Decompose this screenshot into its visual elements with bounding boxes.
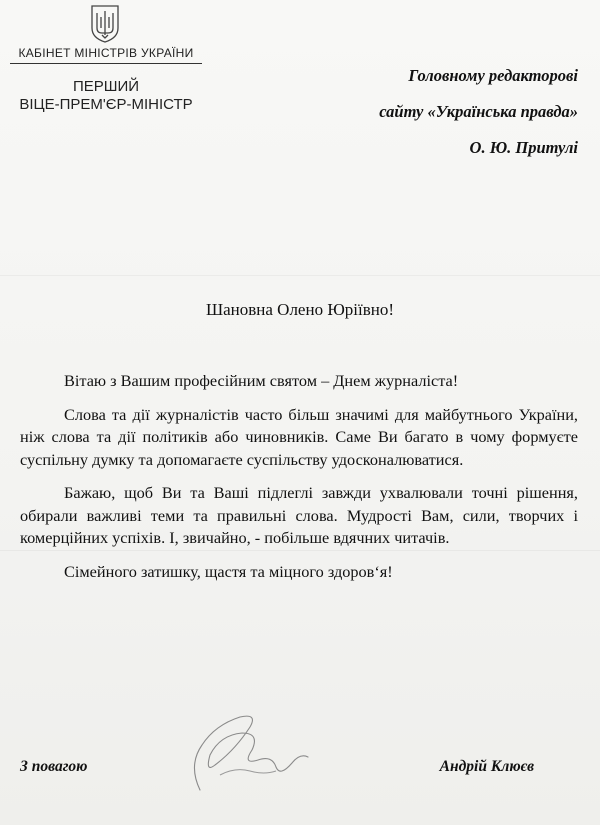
position-title-line2: ВІЦЕ-ПРЕМ'ЄР-МІНІСТР [19, 96, 193, 113]
paper-fold-line [0, 275, 600, 276]
addressee-block [288, 58, 578, 166]
letter-body [20, 370, 578, 594]
letterhead [10, 46, 202, 113]
addressee-line: сайту «Українська правда» [379, 102, 578, 121]
position-title-line1: ПЕРШИЙ [72, 78, 140, 95]
body-paragraph: Слова та дії журналістів часто більш значимі для майбутнього України, ніж слова та дії політиків або чиновників. Саме Ви багато в чому формуєте суспільну думку та допомагаєте суспільству удосконалюватися. [20, 404, 578, 469]
handwritten-signature-icon [180, 705, 320, 800]
tryzub-coat-of-arms-icon [90, 4, 120, 44]
salutation: Шановна Олено Юріївно! [205, 300, 395, 319]
body-paragraph: Бажаю, щоб Ви та Ваші підлеглі завжди ухвалювали точні рішення, обирали важливі теми та правильні слова. Мудрості Вам, сили, творчих і комерційних успіхів. І, звичайно, - побільше вдячних читачів. [20, 483, 578, 547]
addressee-line: Головному редакторові [408, 66, 578, 85]
organization-name: КАБІНЕТ МІНІСТРІВ УКРАЇНИ [10, 46, 202, 64]
body-paragraph: Сімейного затишку, щастя та міцного здоров‘я! [64, 561, 393, 581]
signer-name: Андрій Клюєв [439, 758, 534, 775]
closing-phrase: З повагою [20, 758, 88, 775]
body-paragraph: Вітаю з Вашим професійним святом – Днем журналіста! [64, 371, 459, 390]
addressee-line: О. Ю. Притулі [469, 138, 578, 157]
